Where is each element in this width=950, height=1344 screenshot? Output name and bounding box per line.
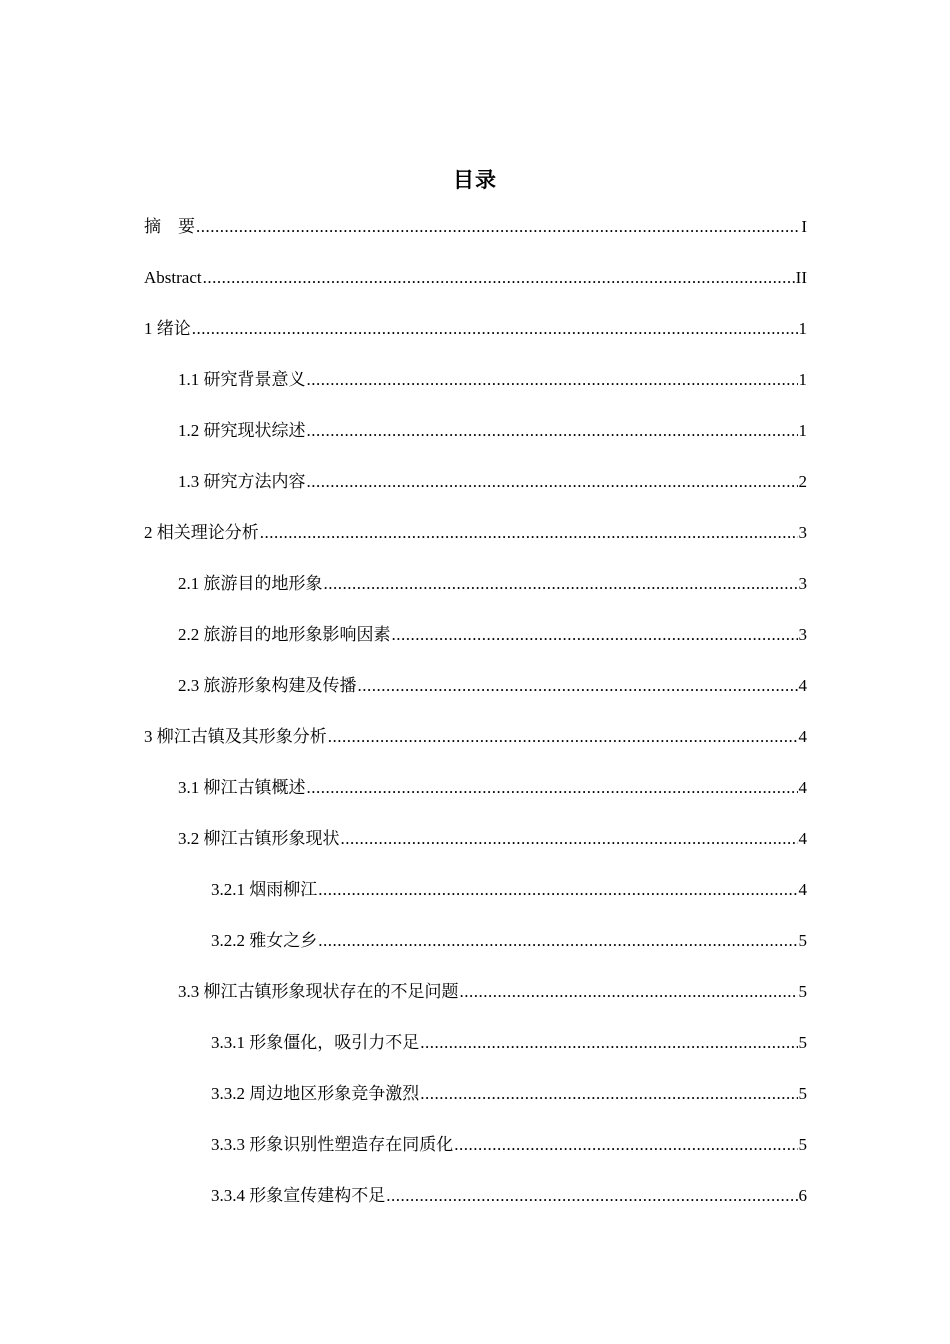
toc-entry[interactable] bbox=[144, 518, 807, 569]
toc-entry-page-number: 1 bbox=[798, 370, 807, 389]
toc-entry[interactable] bbox=[144, 722, 807, 773]
toc-entry[interactable] bbox=[144, 467, 807, 518]
toc-dot-leader bbox=[192, 314, 798, 344]
toc-entry-label: 1.2 研究现状综述 bbox=[178, 421, 306, 440]
toc-dot-leader bbox=[324, 569, 798, 599]
toc-entry-page-number: 4 bbox=[798, 829, 807, 848]
toc-dot-leader bbox=[318, 875, 797, 905]
toc-entry-page-number: 1 bbox=[798, 319, 807, 338]
toc-entry-page-number: 5 bbox=[798, 931, 807, 950]
toc-entry-page-number: 5 bbox=[798, 1033, 807, 1052]
toc-dot-leader bbox=[420, 1079, 797, 1109]
toc-entry[interactable] bbox=[144, 314, 807, 365]
toc-entry-label: 1.1 研究背景意义 bbox=[178, 370, 306, 389]
toc-entry-label: 3.1 柳江古镇概述 bbox=[178, 778, 306, 797]
toc-entry-page-number: 5 bbox=[798, 1135, 807, 1154]
toc-entry[interactable] bbox=[144, 569, 807, 620]
toc-dot-leader bbox=[307, 365, 798, 395]
toc-dot-leader bbox=[203, 263, 795, 293]
toc-entry-label: 3.3.1 形象僵化，吸引力不足 bbox=[211, 1033, 420, 1052]
toc-entry-label: 3.2 柳江古镇形象现状 bbox=[178, 829, 340, 848]
toc-entry-page-number: 4 bbox=[798, 727, 807, 746]
toc-entry-label: 3.2.2 雅女之乡 bbox=[211, 931, 318, 950]
toc-entry-label: 3.3.3 形象识别性塑造存在同质化 bbox=[211, 1135, 454, 1154]
toc-entry-label: 1.3 研究方法内容 bbox=[178, 472, 306, 491]
toc-dot-leader bbox=[196, 212, 800, 242]
toc-entry-page-number: 5 bbox=[798, 1084, 807, 1103]
toc-entry[interactable] bbox=[144, 1130, 807, 1181]
toc-entry-label: Abstract bbox=[144, 268, 202, 287]
toc-entry-page-number: 4 bbox=[798, 676, 807, 695]
toc-entry-label: 2 相关理论分析 bbox=[144, 523, 259, 542]
toc-entry-page-number: 3 bbox=[798, 625, 807, 644]
toc-entry[interactable] bbox=[144, 263, 807, 314]
toc-dot-leader bbox=[328, 722, 798, 752]
toc-entry-page-number: 4 bbox=[798, 880, 807, 899]
toc-dot-leader bbox=[392, 620, 798, 650]
toc-entry[interactable] bbox=[144, 1028, 807, 1079]
toc-entry[interactable] bbox=[144, 212, 807, 263]
toc-entry-label: 3 柳江古镇及其形象分析 bbox=[144, 727, 327, 746]
toc-entry[interactable] bbox=[144, 620, 807, 671]
toc-entry-page-number: 4 bbox=[798, 778, 807, 797]
toc-entry[interactable] bbox=[144, 1079, 807, 1130]
toc-entry-page-number: I bbox=[801, 217, 807, 236]
toc-entry-page-number: 3 bbox=[798, 574, 807, 593]
toc-dot-leader bbox=[341, 824, 798, 854]
toc-dot-leader bbox=[420, 1028, 797, 1058]
toc-entry[interactable] bbox=[144, 875, 807, 926]
toc-entry[interactable] bbox=[144, 416, 807, 467]
toc-entry-page-number: II bbox=[795, 268, 807, 287]
toc-entry-label: 3.3 柳江古镇形象现状存在的不足问题 bbox=[178, 982, 459, 1001]
toc-entry-page-number: 2 bbox=[798, 472, 807, 491]
toc-dot-leader bbox=[460, 977, 798, 1007]
toc-dot-leader bbox=[386, 1181, 797, 1211]
toc-dot-leader bbox=[454, 1130, 797, 1160]
toc-dot-leader bbox=[358, 671, 798, 701]
toc-entry-page-number: 1 bbox=[798, 421, 807, 440]
toc-entry[interactable] bbox=[144, 1181, 807, 1232]
toc-entry-label: 3.3.2 周边地区形象竞争激烈 bbox=[211, 1084, 420, 1103]
toc-entry[interactable] bbox=[144, 365, 807, 416]
toc-entry-label: 2.3 旅游形象构建及传播 bbox=[178, 676, 357, 695]
toc-dot-leader bbox=[307, 773, 798, 803]
toc-entry[interactable] bbox=[144, 926, 807, 977]
toc-entry-label: 3.2.1 烟雨柳江 bbox=[211, 880, 318, 899]
toc-entry-label: 摘 要 bbox=[144, 217, 195, 236]
toc-title: 目录 bbox=[453, 168, 497, 192]
toc-entry[interactable] bbox=[144, 977, 807, 1028]
toc-entry-page-number: 5 bbox=[798, 982, 807, 1001]
toc-entry-label: 3.3.4 形象宣传建构不足 bbox=[211, 1186, 386, 1205]
toc-dot-leader bbox=[307, 416, 798, 446]
toc-entry-page-number: 3 bbox=[798, 523, 807, 542]
toc-dot-leader bbox=[307, 467, 798, 497]
toc-entry-page-number: 6 bbox=[798, 1186, 807, 1205]
toc-entry[interactable] bbox=[144, 671, 807, 722]
toc-entry-label: 1 绪论 bbox=[144, 319, 191, 338]
toc-dot-leader bbox=[260, 518, 798, 548]
toc-entry[interactable] bbox=[144, 824, 807, 875]
toc-entry-label: 2.2 旅游目的地形象影响因素 bbox=[178, 625, 391, 644]
toc-entry[interactable] bbox=[144, 773, 807, 824]
toc-dot-leader bbox=[318, 926, 797, 956]
toc-entry-label: 2.1 旅游目的地形象 bbox=[178, 574, 323, 593]
table-of-contents bbox=[144, 212, 807, 1232]
